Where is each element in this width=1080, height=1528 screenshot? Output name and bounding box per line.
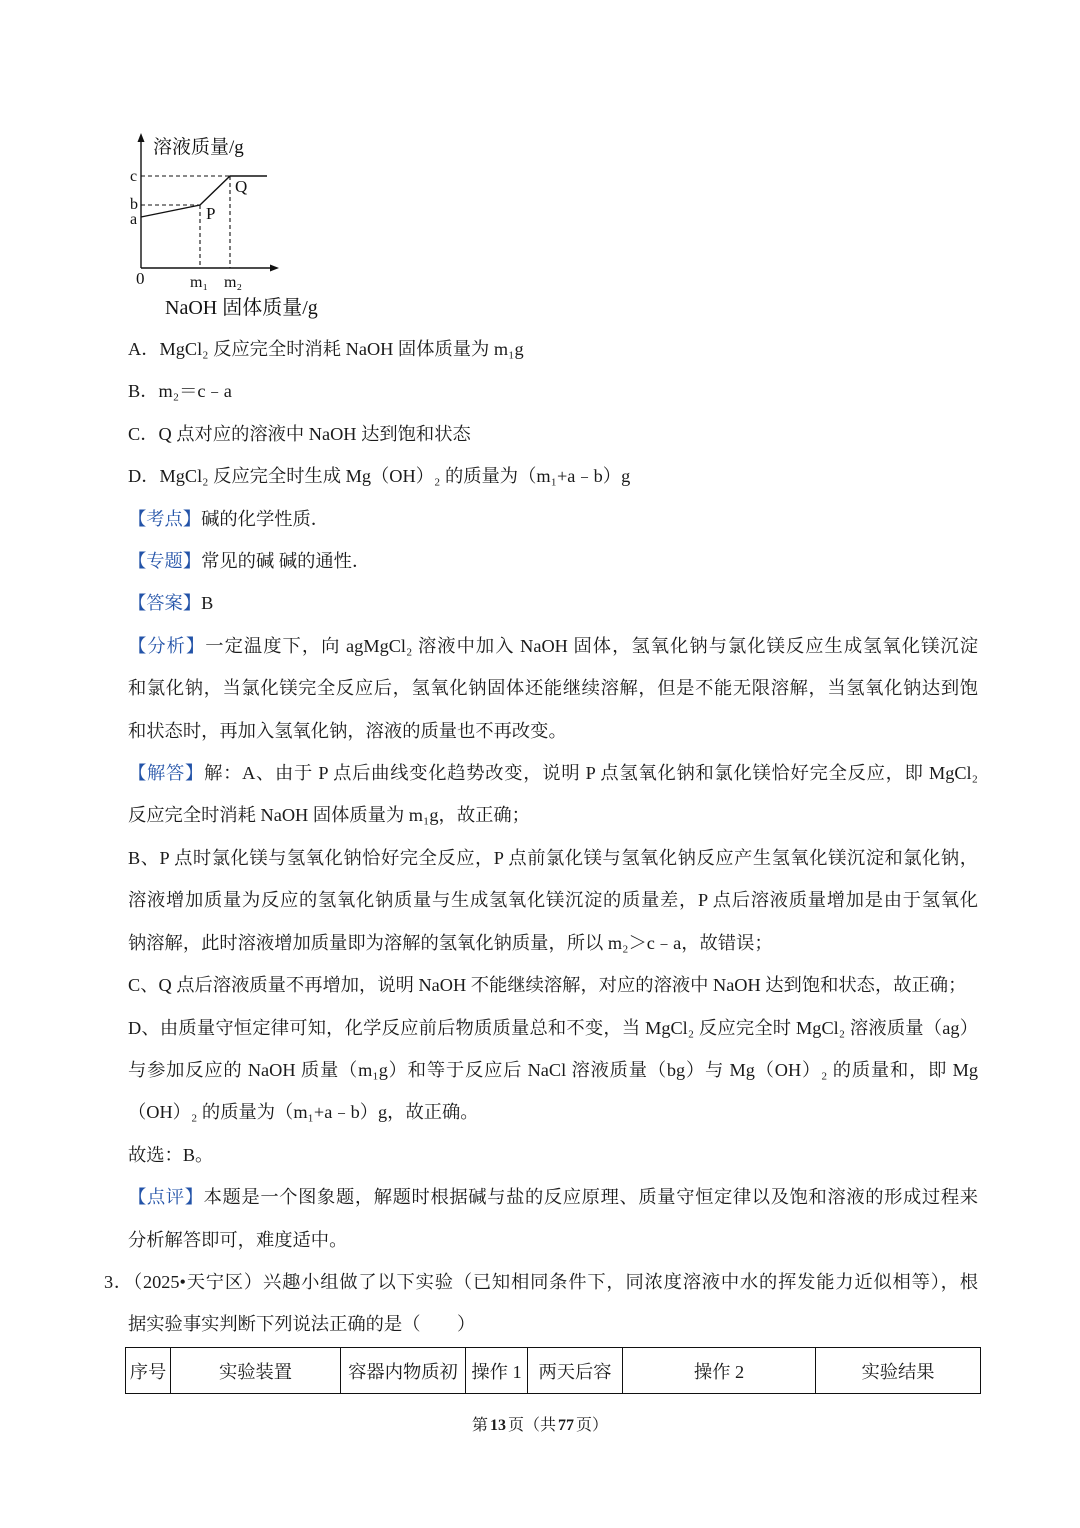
page-footer xyxy=(0,1414,1080,1438)
solution-label: 【解答】 xyxy=(128,763,205,784)
solution-conclusion: 故选：B。 xyxy=(128,1144,214,1165)
table-header-cell: 两天后容 xyxy=(528,1348,623,1394)
y-mark-a: a xyxy=(130,211,138,228)
y-axis-label: 溶液质量/g xyxy=(153,137,244,158)
table-header-row xyxy=(126,1348,981,1394)
current-page-number: 13 xyxy=(489,1417,506,1434)
solution-text: 解：A、由于 P 点后曲线变化趋势改变，说明 P 点氢氧化钠和氯化镁恰好完全反应，即 MgCl₂ xyxy=(204,763,979,784)
solution-line: C、Q 点后溶液质量不再增加，说明 NaOH 不能继续溶解，对应的溶液中 NaOH 达到饱和状态，故正确； xyxy=(128,975,967,996)
y-mark-c: c xyxy=(130,168,138,185)
question-3-stem: 3．（2025•天宁区）兴趣小组做了以下实验（已知相同条件下，同浓度溶液中水的挥发能力近似相等），根 xyxy=(104,1271,978,1292)
table-header-cell: 实验结果 xyxy=(816,1348,981,1394)
solution-line: 溶液增加质量为反应的氢氧化钠质量与生成氢氧化镁沉淀的质量差，P 点后溶液质量增加是由于氢氧化 xyxy=(128,890,978,911)
analysis-text: 一定温度下，向 agMgCl₂ 溶液中加入 NaOH 固体，氢氧化钠与氯化镁反应生成氢氧化镁沉淀 xyxy=(205,635,978,656)
answer-label: 【答案】 xyxy=(128,593,202,614)
analysis-label: 【分析】 xyxy=(128,635,206,656)
option-b: B．m₂＝c﹣a xyxy=(128,381,232,402)
x-mark-m1: m₁ xyxy=(190,274,209,291)
x-axis-arrow xyxy=(270,265,279,272)
experiment-table xyxy=(125,1347,981,1394)
topic-text: 常见的碱 碱的通性． xyxy=(201,551,371,572)
solution-line: 反应完全时消耗 NaOH 固体质量为 m₁g，故正确； xyxy=(128,805,530,826)
table-header-cell: 操作 2 xyxy=(623,1348,816,1394)
analysis-line xyxy=(128,625,978,667)
solution-line: 钠溶解，此时溶液增加质量即为溶解的氢氧化钠质量，所以 m₂＞c﹣a，故错误； xyxy=(128,932,773,953)
key-point-label: 【考点】 xyxy=(128,508,202,529)
solution-line xyxy=(128,752,978,794)
footer-middle: 页（共 xyxy=(507,1417,556,1434)
analysis-line: 和氯化钠，当氯化镁完全反应后，氢氧化钠固体还能继续溶解，但是不能无限溶解，当氢氧化钠达到饱 xyxy=(128,678,978,699)
question-3-stem: 据实验事实判断下列说法正确的是（ ） xyxy=(128,1314,476,1335)
comment-text: 本题是一个图象题，解题时根据碱与盐的反应原理、质量守恒定律以及饱和溶液的形成过程来 xyxy=(203,1187,979,1208)
key-point-text: 碱的化学性质． xyxy=(201,508,330,529)
point-q-label: Q xyxy=(235,177,248,196)
option-d: D．MgCl₂ 反应完全时生成 Mg（OH）₂ 的质量为（m₁+a﹣b）g xyxy=(128,466,631,487)
y-mark-b: b xyxy=(130,196,138,213)
option-a: A．MgCl₂ 反应完全时消耗 NaOH 固体质量为 m₁g xyxy=(128,339,524,359)
table-header-cell: 实验装置 xyxy=(171,1348,341,1394)
answer-row xyxy=(128,582,978,624)
footer-suffix: 页） xyxy=(576,1417,609,1434)
y-axis-arrow xyxy=(138,133,145,142)
answer-text: B xyxy=(201,593,214,614)
topic-row xyxy=(128,540,978,582)
comment-label: 【点评】 xyxy=(128,1187,204,1208)
point-p-label: P xyxy=(206,204,216,223)
x-mark-m2: m₂ xyxy=(224,274,243,291)
table-header-cell: 容器内物质初 xyxy=(341,1348,466,1394)
topic-label: 【专题】 xyxy=(128,551,202,572)
analysis-line: 和状态时，再加入氢氧化钠，溶液的质量也不再改变。 xyxy=(128,720,567,741)
comment-line: 分析解答即可，难度适中。 xyxy=(128,1229,348,1250)
table-header-cell: 序号 xyxy=(126,1348,171,1394)
solution-line: 与参加反应的 NaOH 质量（m₁g）和等于反应后 NaCl 溶液质量（bg）与 Mg（OH）₂ 的质量和，即 Mg xyxy=(128,1059,978,1080)
total-pages: 77 xyxy=(558,1417,574,1434)
comment-line xyxy=(128,1176,978,1218)
solution-line: D、由质量守恒定律可知，化学反应前后物质质量总和不变，当 MgCl₂ 反应完全时 MgCl₂ 溶液质量（ag） xyxy=(128,1017,978,1038)
solution-line: （OH）₂ 的质量为（m₁+a﹣b）g，故正确。 xyxy=(128,1102,479,1123)
solution-body xyxy=(104,328,979,1346)
option-c: C．Q 点对应的溶液中 NaOH 达到饱和状态 xyxy=(128,423,471,444)
solution-line: B、P 点时氯化镁与氢氧化钠恰好完全反应，P 点前氯化镁与氢氧化钠反应产生氢氧化镁沉淀和氯化钠， xyxy=(128,847,978,868)
origin-label: 0 xyxy=(136,269,145,288)
x-axis-label: NaOH 固体质量/g xyxy=(165,297,318,319)
mass-curve xyxy=(141,176,267,217)
table-header-cell: 操作 1 xyxy=(466,1348,528,1394)
footer-prefix: 第 xyxy=(471,1417,488,1434)
solution-mass-graph xyxy=(120,125,330,325)
key-point-row xyxy=(128,498,978,540)
